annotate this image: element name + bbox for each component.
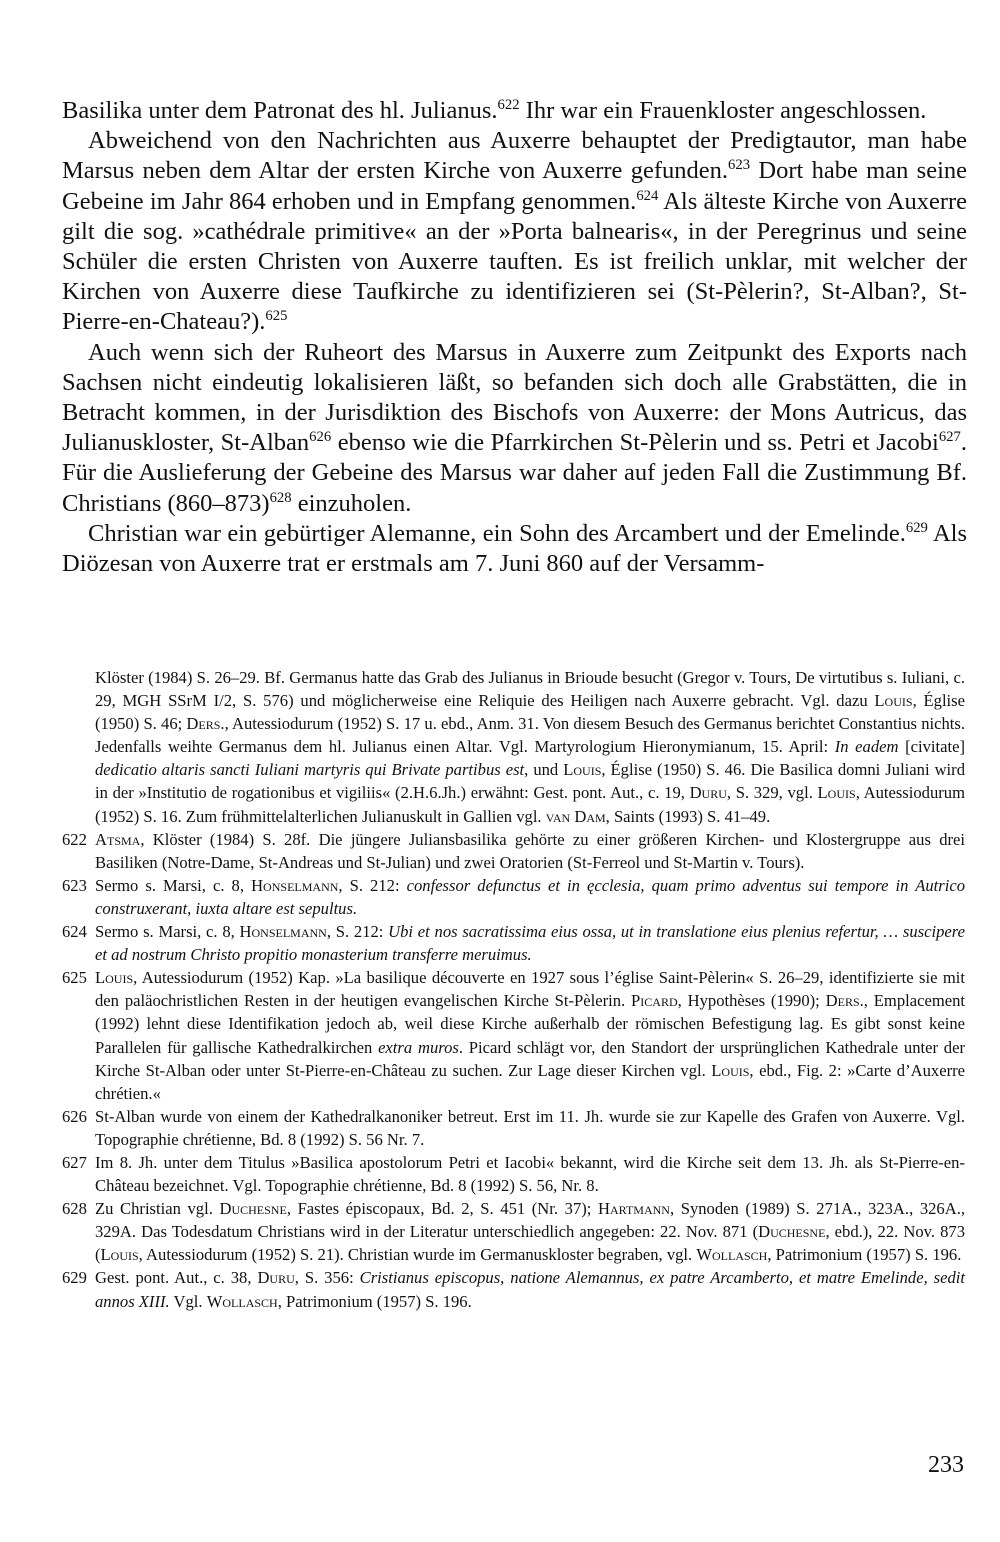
text-run: , S. 356: [294,1268,360,1288]
page-number: 233 [928,1452,964,1478]
footnote-number: 624 [62,922,87,942]
author-name: Duchesne [219,1199,287,1219]
footnote-ref[interactable]: 623 [728,157,751,174]
footnote-623 [62,874,965,920]
author-name: van Dam [545,806,606,826]
main-text [62,96,967,579]
text-run: ebenso wie die Pfarrkirchen St-Pèlerin und ss. Petri et Jacobi [331,429,939,457]
footnote-continuation [95,666,965,828]
text-run: , Église (1950) S. 46; [95,691,965,734]
author-name: Louis [100,1245,139,1265]
text-run: , Patrimonium (1957) S. 196. [277,1291,472,1311]
footnote-624 [62,920,965,966]
footnote-text [95,874,965,920]
footnote-number: 628 [62,1199,87,1219]
author-name: Louis [563,760,602,780]
author-name: Duchesne [758,1222,826,1242]
footnote-text [95,1266,965,1312]
text-run: . Für die Auslieferung der Gebeine des Marsus war daher auf jeden Fall die Zustimmung Bf. Christians (860–873) [62,429,967,517]
footnote-text [95,920,965,966]
paragraph [62,126,967,337]
footnote-text [95,828,965,874]
text-run: , Autessiodurum (1952) Kap. »La basilique découverte en 1927 sous l’église Saint-Pèlerin« S. 26–29, identifizierte sie mit den paläochristlichen Resten in der heutigen evangelischen Kirche St-Pèlerin. [95,968,965,1011]
footnote-ref[interactable]: 622 [497,96,520,113]
text-run: , Synoden (1989) S. 271A., 323A., 326A., 329A. Das Todesdatum Christians wird in der Literatur unterschiedlich angegeben: 22. Nov. 871 ( [95,1199,966,1242]
footnote-629 [62,1266,965,1312]
text-run: Vgl. [169,1291,207,1311]
footnote-ref[interactable]: 629 [905,519,928,536]
footnote-622 [62,828,965,874]
author-name: Atsma [95,829,141,849]
footnote-text: St-Alban wurde von einem der Kathedralkanoniker betreut. Erst im 11. Jh. wurde sie zur Kapelle des Grafen von Auxerre. Vgl. Topographie chrétienne, Bd. 8 (1992) S. 56 Nr. 7. [95,1106,965,1149]
text-run: ., Autessiodurum (1952) S. 17 u. ebd., Anm. 31. Von diesem Besuch des Germanus berichtet Constantius nichts. Jedenfalls weihte Germanus dem hl. Julianus einen Altar. Vgl. Martyrologium Hieronymianum, 15. April: [95,714,965,757]
text-run: Abweichend von den Nachrichten aus Auxerre behauptet der Predigtautor, man habe Marsus neben dem Altar der ersten Kirche von Auxerre gefunden. [62,127,967,185]
footnote-text: Im 8. Jh. unter dem Titulus »Basilica apostolorum Petri et Iacobi« bekannt, wird die Kirche seit dem 13. Jh. als St-Pierre-en-Château bezeichnet. Vgl. Topographie chrétienne, Bd. 8 (1992) S. 56, Nr. 8. [95,1152,965,1196]
footnote-ref[interactable]: 625 [265,308,288,325]
paragraph [62,96,967,126]
text-run: , S. 212: [326,922,389,942]
text-run: , Saints (1993) S. 41–49. [605,806,771,826]
text-run: ., Emplacement (1992) lehnt diese Identifikation jedoch ab, weil diese Kirche außerhalb der römischen Befestigung lag. Es gibt sonst keine Parallelen für gallische Kathedralkirchen [95,991,966,1057]
footnote-text [95,966,965,1105]
footnote-625 [62,966,965,1105]
footnote-628 [62,1197,965,1266]
footnote-ref[interactable]: 626 [309,429,332,446]
text-run: Gest. pont. Aut., c. 38, [95,1268,258,1288]
text-run: , S. 329, vgl. [726,783,818,803]
footnote-ref[interactable]: 628 [269,489,292,506]
author-name: Wollasch [696,1245,768,1265]
footnote-ref[interactable]: 624 [636,187,659,204]
text-run: Zu Christian vgl. [95,1199,220,1219]
text-run: , Autessiodurum (1952) S. 16. Zum frühmittelalterlichen Julianuskult in Gallien vgl. [95,783,965,826]
author-name: Duru [257,1268,295,1288]
latin-quote: In eadem [834,737,899,757]
author-name: Ders [825,991,860,1011]
text-run: , Klöster (1984) S. 28f. Die jüngere Juliansbasilika gehörte zu einer größeren Kirchen- und Klostergruppe aus drei Basiliken (Notre-Dame, St-Andreas und St-Julian) und zwei Oratorien (St-Ferreol und St-Martin v. Tours). [95,829,965,872]
author-name: Wollasch [206,1291,278,1311]
author-name: Louis [95,968,134,988]
text-run: . Picard schlägt vor, den Standort der ursprünglichen Kathedrale unter der Kirche St-Alban oder unter St-Pierre-en-Château zu suchen. Zur Lage dieser Kirchen vgl. [95,1037,965,1080]
text-run: Auch wenn sich der Ruheort des Marsus in Auxerre zum Zeitpunkt des Exports nach Sachsen nicht eindeutig lokalisieren läßt, so befanden sich doch alle Grabstätten, die in Betracht kommen, in der Jurisdiktion des Bischofs von Auxerre: der Mons Autricus, das Julianuskloster, St-Alban [62,338,967,457]
author-name: Honselmann [239,922,327,942]
latin-quote: dedicatio altaris sancti Iuliani martyris qui Brivate partibus est [95,760,525,780]
text-run: Als älteste Kirche von Auxerre gilt die sog. »cathédrale primitive« an der »Porta balnearis«, in der Peregrinus und seine Schüler die ersten Christen von Auxerre tauften. Es ist freilich unklar, mit welcher der Kirchen von Auxerre diese Taufkirche zu identifizieren sei (St-Pèlerin?, St-Alban?, St-Pierre-en-Chateau?). [62,187,968,336]
author-name: Duru [689,783,727,803]
author-name: Picard [631,991,678,1011]
text-run: Als Diözesan von Auxerre trat er erstmals am 7. Juni 860 auf der Versamm- [62,519,967,578]
footnote-ref[interactable]: 627 [938,429,961,446]
text-run: , Église (1950) S. 46. Die Basilica domni Juliani wird in der »Institutio de rogationibus et vigiliis« (2.H.6.Jh.) erwähnt: Gest. pont. Aut., c. 19, [95,760,965,803]
footnote-number: 623 [62,875,87,895]
text-run: einzuholen. [291,489,412,517]
text-run: Klöster (1984) S. 26–29. Bf. Germanus hatte das Grab des Julianus in Brioude besucht (Gregor v. Tours, De virtutibus s. Iuliani, c. 29, MGH SSrM I/2, S. 576) und möglicherweise eine Reliquie des Heiligen nach Auxerre gebracht. Vgl. dazu [95,668,965,711]
paragraph [62,338,967,519]
footnotes [62,666,965,1313]
footnote-626 [62,1105,965,1151]
footnote-text [95,1197,965,1266]
text-run: Sermo s. Marsi, c. 8, [95,875,252,895]
footnote-number: 626 [62,1106,87,1126]
text-run: Christian war ein gebürtiger Alemanne, ein Sohn des Arcambert und der Emelinde. [88,519,906,547]
text-run: , und [524,760,564,780]
text-run: Basilika unter dem Patronat des hl. Julianus. [62,97,498,124]
latin-quote: extra muros [378,1037,459,1057]
text-run: , Hypothèses (1990); [677,991,826,1011]
latin-quote: Cristianus episcopus, natione Alemannus, ex patre Arcamberto, et matre Emelinde, sedit annos XIII. [95,1268,966,1311]
text-run: Ihr war ein Frauenkloster angeschlossen. [519,97,927,124]
text-run: Dort habe man seine Gebeine im Jahr 864 erhoben und in Empfang genommen. [62,157,968,215]
latin-quote: confessor defunctus et in ęcclesia, quam primo adventus sui tempore in Autrico construxerant, iuxta altare est sepultus. [95,875,965,918]
text-run: Sermo s. Marsi, c. 8, [95,922,240,942]
text-run: , S. 212: [338,875,407,895]
author-name: Hartmann [598,1199,670,1219]
author-name: Honselmann [251,875,339,895]
text-run: , ebd.), 22. Nov. 873 ( [95,1222,965,1265]
footnote-number: 627 [62,1152,87,1172]
text-run: [civitate] [898,737,966,757]
text-run: , Patrimonium (1957) S. 196. [767,1245,962,1265]
footnote-number: 625 [62,968,87,988]
footnote-number: 629 [62,1268,87,1288]
footnote-number: 622 [62,829,87,849]
footnote-627 [62,1151,965,1197]
author-name: Louis [874,691,913,711]
paragraph [62,519,967,579]
text-run: , ebd., Fig. 2: »Carte d’Auxerre chrétien.« [95,1060,965,1103]
text-run: , Autessiodurum (1952) S. 21). Christian wurde im Germanuskloster begraben, vgl. [138,1245,697,1265]
author-name: Ders [186,714,221,734]
latin-quote: Ubi et nos sacratissima eius ossa, ut in translatione eius plenius refertur, … suscipere et ad nostrum Christo propitio monasterium transferre meruimus. [95,922,965,965]
text-run: , Fastes épiscopaux, Bd. 2, S. 451 (Nr. 37); [286,1199,599,1219]
author-name: Louis [817,783,856,803]
author-name: Louis [711,1060,750,1080]
